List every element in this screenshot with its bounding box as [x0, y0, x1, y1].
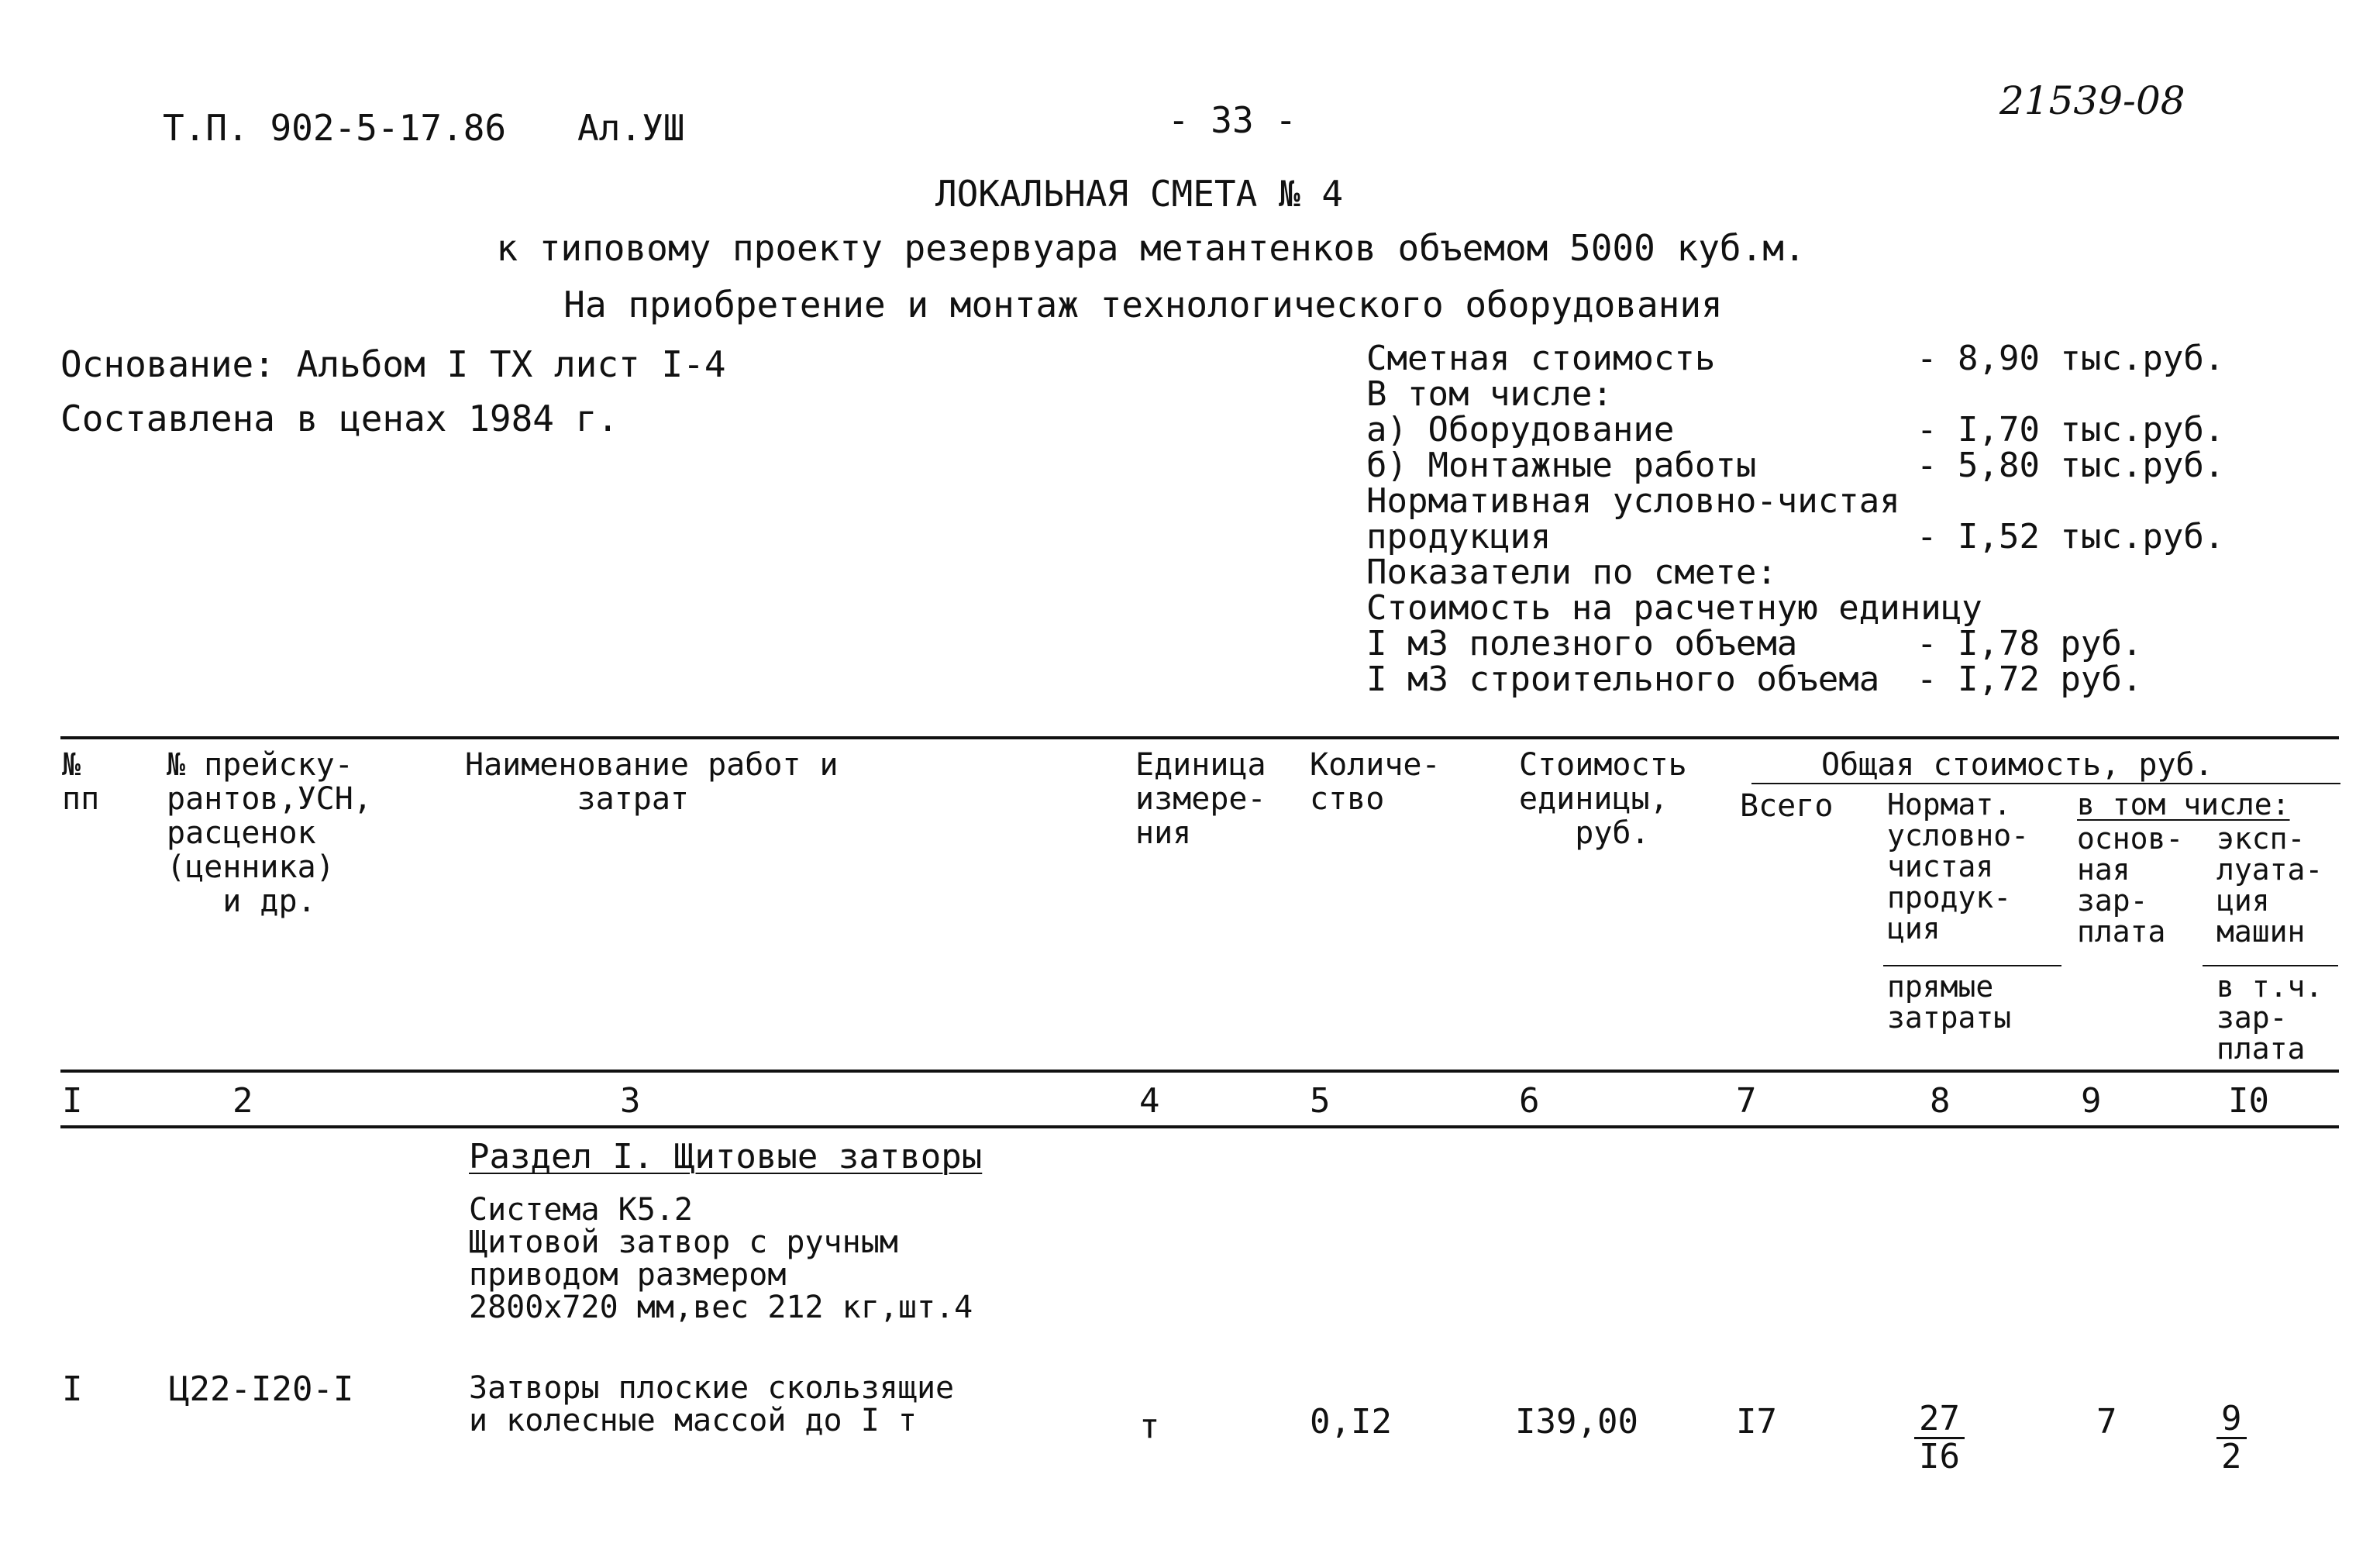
row-quantity: 0,I2: [1310, 1402, 1392, 1442]
header-total: Всего: [1740, 788, 1834, 824]
section-title: Раздел I. Щитовые затворы: [469, 1137, 983, 1176]
summary-row: а) Оборудование - I,70 тыс.руб.: [1366, 410, 2225, 450]
summary-row: б) Монтажные работы - 5,80 тыс.руб.: [1366, 446, 2225, 485]
section-description: Система К5.2 Щитовой затвор с ручным приводом размером 2800х720 мм,вес 212 кг,шт.4: [469, 1192, 973, 1325]
page-number: - 33 -: [1167, 99, 1297, 141]
column-number: 9: [2081, 1081, 2102, 1121]
table-top-rule: [60, 736, 2339, 739]
fraction-bottom: 2: [2221, 1437, 2242, 1476]
header-work-name: Наименование работ и затрат: [465, 747, 839, 817]
row-unit: т: [1139, 1407, 1160, 1446]
row-norm-production: [1914, 1401, 1965, 1475]
document-subtitle: к типовому проекту резервуара метантенков объемом 5000 куб.м.: [496, 227, 1806, 269]
header-price-list: № прейску- рантов,УСН, расценок (ценника) и др.: [167, 747, 372, 919]
column-number: 3: [620, 1081, 641, 1121]
column-number: 2: [232, 1081, 253, 1121]
header-row-number: № пп: [62, 747, 100, 817]
header-total-group: Общая стоимость, руб.: [1821, 747, 2213, 783]
row-machine-operation: [2216, 1401, 2247, 1475]
header-quantity: Количе- ство: [1310, 747, 1441, 817]
header-machine-operation: эксп- луата- ция машин: [2216, 822, 2323, 949]
summary-row: В том числе:: [1366, 374, 1613, 414]
header-including: в том числе:: [2077, 787, 2290, 822]
fraction: [2216, 1401, 2247, 1475]
summary-row: Показатели по смете:: [1366, 553, 1777, 592]
summary-row: I м3 полезного объема - I,78 руб.: [1366, 624, 2143, 663]
summary-row: продукция - I,52 тыс.руб.: [1366, 517, 2225, 556]
album-label: Ал.УШ: [577, 107, 685, 149]
column-numbers-rule: [60, 1125, 2339, 1128]
summary-row: Сметная стоимость - 8,90 тыс.руб.: [1366, 339, 2225, 378]
header-unit: Единица измере- ния: [1135, 747, 1266, 851]
row-base-wage: 7: [2096, 1402, 2117, 1442]
norm-split-rule: [1883, 965, 2061, 966]
header-norm-production: Нормат. условно- чистая продук- ция: [1887, 787, 2030, 946]
row-number: I: [62, 1369, 83, 1409]
fraction-top: 9: [2216, 1401, 2247, 1439]
column-number: 8: [1930, 1081, 1951, 1121]
header-machine-wage: в т.ч. зар- плата: [2216, 970, 2323, 1066]
column-number: 7: [1736, 1081, 1757, 1121]
basis-line: Основание: Альбом I ТХ лист I-4: [60, 343, 726, 385]
header-bottom-rule: [60, 1070, 2339, 1073]
header-base-wage: основ- ная зар- плата: [2077, 822, 2184, 949]
row-unit-cost: I39,00: [1515, 1402, 1638, 1442]
prices-line: Составлена в ценах 1984 г.: [60, 398, 619, 439]
column-number: 6: [1519, 1081, 1540, 1121]
column-number: I0: [2228, 1081, 2269, 1121]
row-total: I7: [1736, 1402, 1777, 1442]
fraction-bottom: I6: [1919, 1437, 1960, 1476]
machine-split-rule: [2203, 965, 2338, 966]
row-work-name: Затворы плоские скользящие и колесные массой до I т: [469, 1370, 955, 1438]
group-header-rule: [1751, 783, 2340, 784]
cost-summary: [1366, 341, 2281, 698]
summary-row: Нормативная условно-чистая: [1366, 481, 1900, 521]
document-purpose: На приобретение и монтаж технологического оборудования: [563, 284, 1723, 326]
column-number: 5: [1310, 1081, 1331, 1121]
summary-row: I м3 строительного объема - I,72 руб.: [1366, 660, 2143, 699]
column-number: I: [62, 1081, 83, 1121]
document-title: ЛОКАЛЬНАЯ СМЕТА № 4: [935, 173, 1344, 215]
summary-row: Стоимость на расчетную единицу: [1366, 588, 1982, 628]
handwritten-stamp: 21539-08: [1999, 78, 2185, 123]
fraction: [1914, 1401, 1965, 1475]
fraction-top: 27: [1914, 1401, 1965, 1439]
row-price-code: Ц22-I20-I: [169, 1369, 354, 1409]
column-number: 4: [1139, 1081, 1160, 1121]
header-direct-costs: прямые затраты: [1887, 970, 2012, 1035]
header-unit-cost: Стоимость единицы, руб.: [1519, 747, 1687, 851]
document-code: Т.П. 902-5-17.86: [163, 107, 507, 149]
